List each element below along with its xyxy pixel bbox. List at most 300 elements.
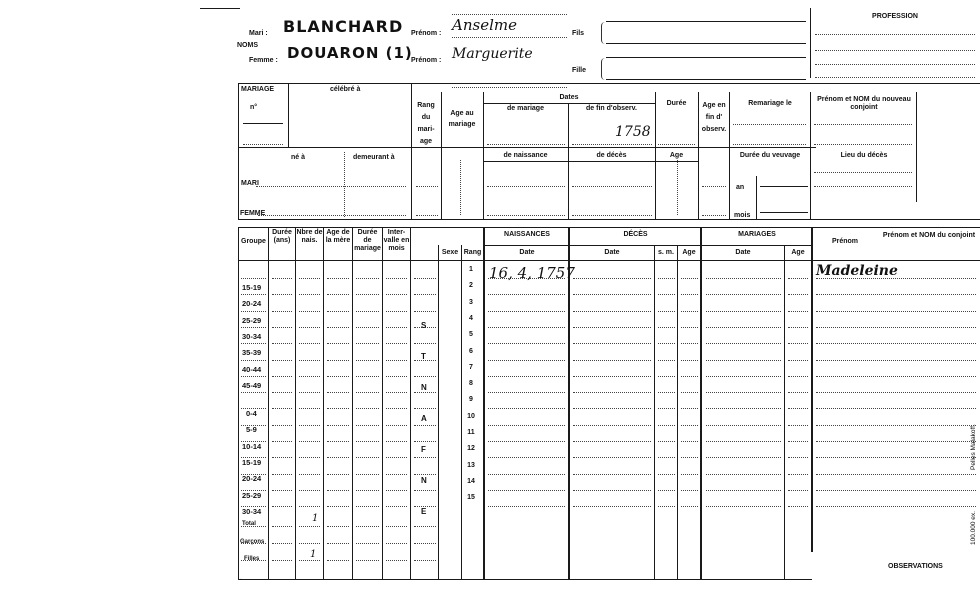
- row-line: [658, 392, 675, 393]
- rang-2: 2: [469, 282, 473, 289]
- row-line: [788, 294, 808, 295]
- mariage-label: MARIAGE: [241, 86, 275, 93]
- printer-text: Pelles Malakoff.: [970, 424, 977, 470]
- fin-observ-label: de fin d'observ.: [586, 105, 637, 112]
- total-line: [386, 526, 407, 527]
- mariages-age-label: Age: [791, 249, 805, 256]
- row-line: [488, 294, 565, 295]
- row-line: [573, 490, 651, 491]
- row-line: [488, 343, 565, 344]
- row-line: [706, 392, 781, 393]
- mari-surname: BLANCHARD: [283, 17, 404, 36]
- row-line: [573, 441, 651, 442]
- row-line: [573, 425, 651, 426]
- total-line: [414, 543, 436, 544]
- row-line: [299, 376, 320, 377]
- sm-label: s. m.: [658, 249, 674, 256]
- enfants-letter: T: [421, 352, 426, 361]
- rang-mariage-label: Rang du mari- age: [417, 102, 435, 145]
- deces-label: de décès: [596, 152, 627, 159]
- femme-row-label: FEMME: [240, 210, 266, 217]
- print-run-text: 100.000 ex.: [970, 511, 977, 545]
- row-line: [658, 376, 675, 377]
- row-line: [706, 278, 781, 279]
- row-line: [658, 311, 675, 312]
- row-line: [816, 343, 976, 344]
- row-line: [788, 457, 808, 458]
- row-line: [414, 343, 436, 344]
- row-line: [272, 327, 292, 328]
- prenom-nom-conjoint-label: Prénom et NOM du conjoint: [882, 232, 976, 239]
- row-line: [356, 327, 379, 328]
- mariages-label: MARIAGES: [738, 231, 776, 238]
- row-line: [272, 376, 292, 377]
- row-line: [272, 343, 292, 344]
- row-line: [706, 490, 781, 491]
- mari-prenom: Anselme: [452, 16, 517, 34]
- row-line: [272, 392, 292, 393]
- row-line: [573, 392, 651, 393]
- row-line: [356, 311, 379, 312]
- sexe-label: Sexe: [441, 249, 459, 256]
- row-line: [299, 343, 320, 344]
- row-line: [386, 457, 407, 458]
- dates-label: Dates: [559, 94, 579, 101]
- row-line: [816, 425, 976, 426]
- row-line: [816, 294, 976, 295]
- row-line: [573, 278, 651, 279]
- row-line: [488, 360, 565, 361]
- first-birth-date: 16, 4, 1757: [489, 264, 575, 282]
- row-line: [356, 392, 379, 393]
- row-line: [386, 441, 407, 442]
- row-line: [327, 376, 349, 377]
- groupe-label: Groupe: [241, 238, 266, 245]
- row-line: [788, 506, 808, 507]
- row-line: [788, 278, 808, 279]
- row-line: [414, 474, 436, 475]
- enfants-letter: A: [421, 414, 427, 423]
- total-line: [272, 526, 292, 527]
- row-line: [681, 408, 698, 409]
- row-line: [573, 311, 651, 312]
- row-line: [488, 474, 565, 475]
- deces-age-label: Age: [682, 249, 696, 256]
- group-top-3: 30-34: [242, 332, 262, 341]
- total-line: [414, 560, 436, 561]
- total-line: [299, 526, 320, 527]
- duree-mariage-label: Durée de mariage: [354, 229, 381, 252]
- group-bottom-5: 25-29: [242, 491, 262, 500]
- rang-10: 10: [467, 413, 475, 420]
- row-line: [327, 425, 349, 426]
- row-line: [414, 392, 436, 393]
- row-line: [299, 327, 320, 328]
- row-line: [272, 474, 292, 475]
- total-line: [386, 543, 407, 544]
- total-line: [356, 560, 379, 561]
- enfants-letter: N: [421, 476, 427, 485]
- row-line: [272, 360, 292, 361]
- row-line: [573, 294, 651, 295]
- row-line: [272, 294, 292, 295]
- group-bottom-3: 15-19: [242, 458, 262, 467]
- row-line: [488, 457, 565, 458]
- row-line: [681, 327, 698, 328]
- noms-label: NOMS: [237, 42, 258, 49]
- femme-prenom: Marguerite: [452, 46, 533, 62]
- row-line: [681, 278, 698, 279]
- row-line: [681, 506, 698, 507]
- row-line: [816, 327, 976, 328]
- femme-label: Femme :: [249, 57, 278, 64]
- row-line: [681, 474, 698, 475]
- rang-1: 1: [469, 266, 473, 273]
- row-line: [386, 506, 407, 507]
- row-line: [299, 474, 320, 475]
- demeurant-label: demeurant à: [353, 154, 395, 161]
- row-line: [241, 343, 266, 344]
- total-line: [272, 560, 292, 561]
- total-line: [327, 543, 349, 544]
- row-line: [414, 311, 436, 312]
- row-line: [681, 441, 698, 442]
- row-line: [327, 327, 349, 328]
- row-line: [356, 506, 379, 507]
- row-line: [658, 425, 675, 426]
- row-line: [816, 457, 976, 458]
- row-line: [272, 457, 292, 458]
- fils-bracket: [601, 22, 608, 44]
- row-line: [356, 441, 379, 442]
- row-line: [488, 376, 565, 377]
- row-line: [706, 376, 781, 377]
- rang-12: 12: [467, 445, 475, 452]
- row-line: [356, 376, 379, 377]
- row-line: [788, 311, 808, 312]
- rang-5: 5: [469, 331, 473, 338]
- rang-4: 4: [469, 315, 473, 322]
- de-mariage-label: de mariage: [507, 105, 544, 112]
- row-line: [706, 294, 781, 295]
- row-line: [414, 294, 436, 295]
- row-line: [241, 392, 266, 393]
- row-line: [681, 490, 698, 491]
- profession-label: PROFESSION: [872, 13, 918, 20]
- total-line: [414, 526, 436, 527]
- row-line: [488, 425, 565, 426]
- enfants-letter: F: [421, 445, 426, 454]
- row-line: [816, 392, 976, 393]
- row-line: [706, 327, 781, 328]
- row-line: [299, 278, 320, 279]
- row-line: [327, 408, 349, 409]
- duree-ans-label: Durée (ans): [272, 229, 292, 244]
- row-line: [816, 506, 976, 507]
- rang-3: 3: [469, 299, 473, 306]
- row-line: [488, 408, 565, 409]
- row-line: [681, 457, 698, 458]
- group-bottom-1: 5-9: [246, 425, 257, 434]
- row-line: [573, 343, 651, 344]
- rang-14: 14: [467, 478, 475, 485]
- row-line: [272, 278, 292, 279]
- row-line: [327, 343, 349, 344]
- row-line: [788, 425, 808, 426]
- row-line: [327, 474, 349, 475]
- total-line: [327, 560, 349, 561]
- row-line: [299, 294, 320, 295]
- row-line: [706, 506, 781, 507]
- remariage-label: Remariage le: [748, 100, 792, 107]
- row-line: [414, 457, 436, 458]
- total-line: [386, 560, 407, 561]
- rang-6: 6: [469, 348, 473, 355]
- observations-label: OBSERVATIONS: [888, 563, 943, 570]
- group-bottom-0: 0-4: [246, 409, 257, 418]
- row-line: [299, 506, 320, 507]
- mari-prenom-label: Prénom :: [411, 30, 442, 37]
- row-line: [788, 360, 808, 361]
- deces-label: DÉCÈS: [623, 231, 648, 238]
- row-line: [386, 490, 407, 491]
- row-line: [681, 294, 698, 295]
- row-line: [327, 278, 349, 279]
- filles-label: Filles: [244, 556, 260, 562]
- row-line: [356, 474, 379, 475]
- row-line: [706, 343, 781, 344]
- row-line: [816, 441, 976, 442]
- row-line: [327, 457, 349, 458]
- filles-nbre-value: 1: [310, 549, 317, 560]
- row-line: [356, 457, 379, 458]
- row-line: [706, 425, 781, 426]
- row-line: [788, 441, 808, 442]
- fin-observ-value: 1758: [615, 124, 651, 140]
- row-line: [414, 490, 436, 491]
- garcons-label: Garçons: [240, 539, 265, 545]
- mari-row-label: MARI: [241, 180, 259, 187]
- row-line: [488, 506, 565, 507]
- row-line: [788, 490, 808, 491]
- rang-label: Rang: [463, 249, 482, 256]
- row-line: [706, 311, 781, 312]
- mari-label: Mari :: [249, 30, 268, 37]
- row-line: [816, 311, 976, 312]
- row-line: [299, 408, 320, 409]
- ne-a-label: né à: [291, 154, 306, 161]
- row-line: [488, 441, 565, 442]
- row-line: [573, 327, 651, 328]
- naissance-date-label: Date: [519, 249, 535, 256]
- row-line: [658, 506, 675, 507]
- row-line: [299, 457, 320, 458]
- row-line: [658, 490, 675, 491]
- row-line: [573, 408, 651, 409]
- row-line: [356, 278, 379, 279]
- row-line: [681, 311, 698, 312]
- deces-date-label: Date: [604, 249, 620, 256]
- row-line: [681, 392, 698, 393]
- row-line: [356, 490, 379, 491]
- row-line: [573, 457, 651, 458]
- age-mariage-label: Age au mariage: [448, 110, 476, 128]
- enfants-letter: N: [421, 383, 427, 392]
- row-line: [241, 294, 266, 295]
- row-line: [788, 408, 808, 409]
- row-line: [241, 360, 266, 361]
- row-line: [386, 343, 407, 344]
- row-line: [386, 376, 407, 377]
- total-line: [299, 560, 320, 561]
- row-line: [386, 425, 407, 426]
- group-top-1: 20-24: [242, 299, 262, 308]
- row-line: [327, 490, 349, 491]
- nouveau-conjoint-label: Prénom et NOM du nouveau conjoint: [817, 96, 911, 111]
- row-line: [658, 474, 675, 475]
- row-line: [706, 457, 781, 458]
- naissances-label: NAISSANCES: [504, 231, 550, 238]
- naissance-label: de naissance: [503, 152, 548, 159]
- row-line: [272, 311, 292, 312]
- total-line: [356, 526, 379, 527]
- row-line: [327, 392, 349, 393]
- row-line: [658, 360, 675, 361]
- row-line: [658, 343, 675, 344]
- row-line: [816, 490, 976, 491]
- row-line: [386, 294, 407, 295]
- group-top-4: 35-39: [242, 348, 262, 357]
- row-line: [488, 327, 565, 328]
- rang-11: 11: [467, 429, 475, 436]
- total-line: [356, 543, 379, 544]
- row-line: [241, 327, 266, 328]
- row-line: [327, 311, 349, 312]
- enfants-letter: E: [421, 507, 427, 516]
- row-line: [706, 408, 781, 409]
- age-col-label: Age: [669, 152, 684, 159]
- femme-surname: DOUARON (1): [287, 44, 413, 62]
- group-top-2: 25-29: [242, 316, 262, 325]
- duree-label: Durée: [666, 100, 687, 107]
- row-line: [488, 392, 565, 393]
- total-line: [299, 543, 320, 544]
- row-line: [386, 392, 407, 393]
- row-line: [681, 343, 698, 344]
- group-bottom-6: 30-34: [242, 507, 262, 516]
- row-line: [299, 360, 320, 361]
- group-top-6: 45-49: [242, 381, 262, 390]
- row-line: [488, 311, 565, 312]
- first-child-prenom: Madeleine: [816, 263, 898, 279]
- row-line: [658, 294, 675, 295]
- row-line: [241, 376, 266, 377]
- row-line: [816, 408, 976, 409]
- row-line: [327, 294, 349, 295]
- row-line: [356, 408, 379, 409]
- duree-veuvage-label: Durée du veuvage: [739, 152, 801, 159]
- row-line: [658, 441, 675, 442]
- row-line: [816, 376, 976, 377]
- group-top-0: 15-19: [242, 283, 262, 292]
- row-line: [658, 457, 675, 458]
- row-line: [488, 490, 565, 491]
- row-line: [327, 441, 349, 442]
- rang-8: 8: [469, 380, 473, 387]
- total-line: [327, 526, 349, 527]
- row-line: [681, 376, 698, 377]
- row-line: [356, 425, 379, 426]
- rang-7: 7: [469, 364, 473, 371]
- row-line: [414, 441, 436, 442]
- no-label: n°: [250, 104, 258, 111]
- mois-label: mois: [734, 212, 751, 219]
- row-line: [386, 278, 407, 279]
- row-line: [658, 327, 675, 328]
- row-line: [414, 376, 436, 377]
- row-line: [681, 360, 698, 361]
- total-line: [272, 543, 292, 544]
- row-line: [706, 360, 781, 361]
- row-line: [299, 311, 320, 312]
- row-line: [299, 441, 320, 442]
- age-mere-label: Age de la mère: [325, 229, 351, 244]
- row-line: [573, 360, 651, 361]
- row-line: [414, 425, 436, 426]
- mariages-date-label: Date: [735, 249, 751, 256]
- fille-bracket: [601, 58, 608, 80]
- row-line: [414, 408, 436, 409]
- row-line: [299, 425, 320, 426]
- row-line: [573, 506, 651, 507]
- nbre-nais-label: Nbre de nais.: [296, 229, 323, 244]
- group-top-5: 40-44: [242, 365, 262, 374]
- row-line: [658, 408, 675, 409]
- row-line: [414, 278, 436, 279]
- row-line: [356, 360, 379, 361]
- row-line: [356, 294, 379, 295]
- intervalle-label: Inter- valle en mois: [383, 229, 410, 252]
- femme-prenom-label: Prénom :: [411, 57, 442, 64]
- row-line: [327, 506, 349, 507]
- row-line: [299, 392, 320, 393]
- row-line: [386, 311, 407, 312]
- row-line: [658, 278, 675, 279]
- an-label: an: [736, 184, 745, 191]
- row-line: [241, 278, 266, 279]
- row-line: [356, 343, 379, 344]
- total-label: Total: [242, 521, 256, 527]
- total-nbre-value: 1: [312, 513, 319, 524]
- row-line: [788, 392, 808, 393]
- row-line: [788, 474, 808, 475]
- prenom-enfant-label: Prénom: [831, 238, 859, 245]
- row-line: [327, 360, 349, 361]
- row-line: [681, 425, 698, 426]
- row-line: [816, 360, 976, 361]
- row-line: [788, 376, 808, 377]
- group-bottom-4: 20-24: [242, 474, 262, 483]
- row-line: [788, 327, 808, 328]
- group-bottom-2: 10-14: [242, 442, 262, 451]
- row-line: [272, 490, 292, 491]
- row-line: [573, 376, 651, 377]
- rang-9: 9: [469, 396, 473, 403]
- row-line: [788, 343, 808, 344]
- row-line: [816, 474, 976, 475]
- row-line: [299, 490, 320, 491]
- fille-label: Fille: [572, 67, 587, 74]
